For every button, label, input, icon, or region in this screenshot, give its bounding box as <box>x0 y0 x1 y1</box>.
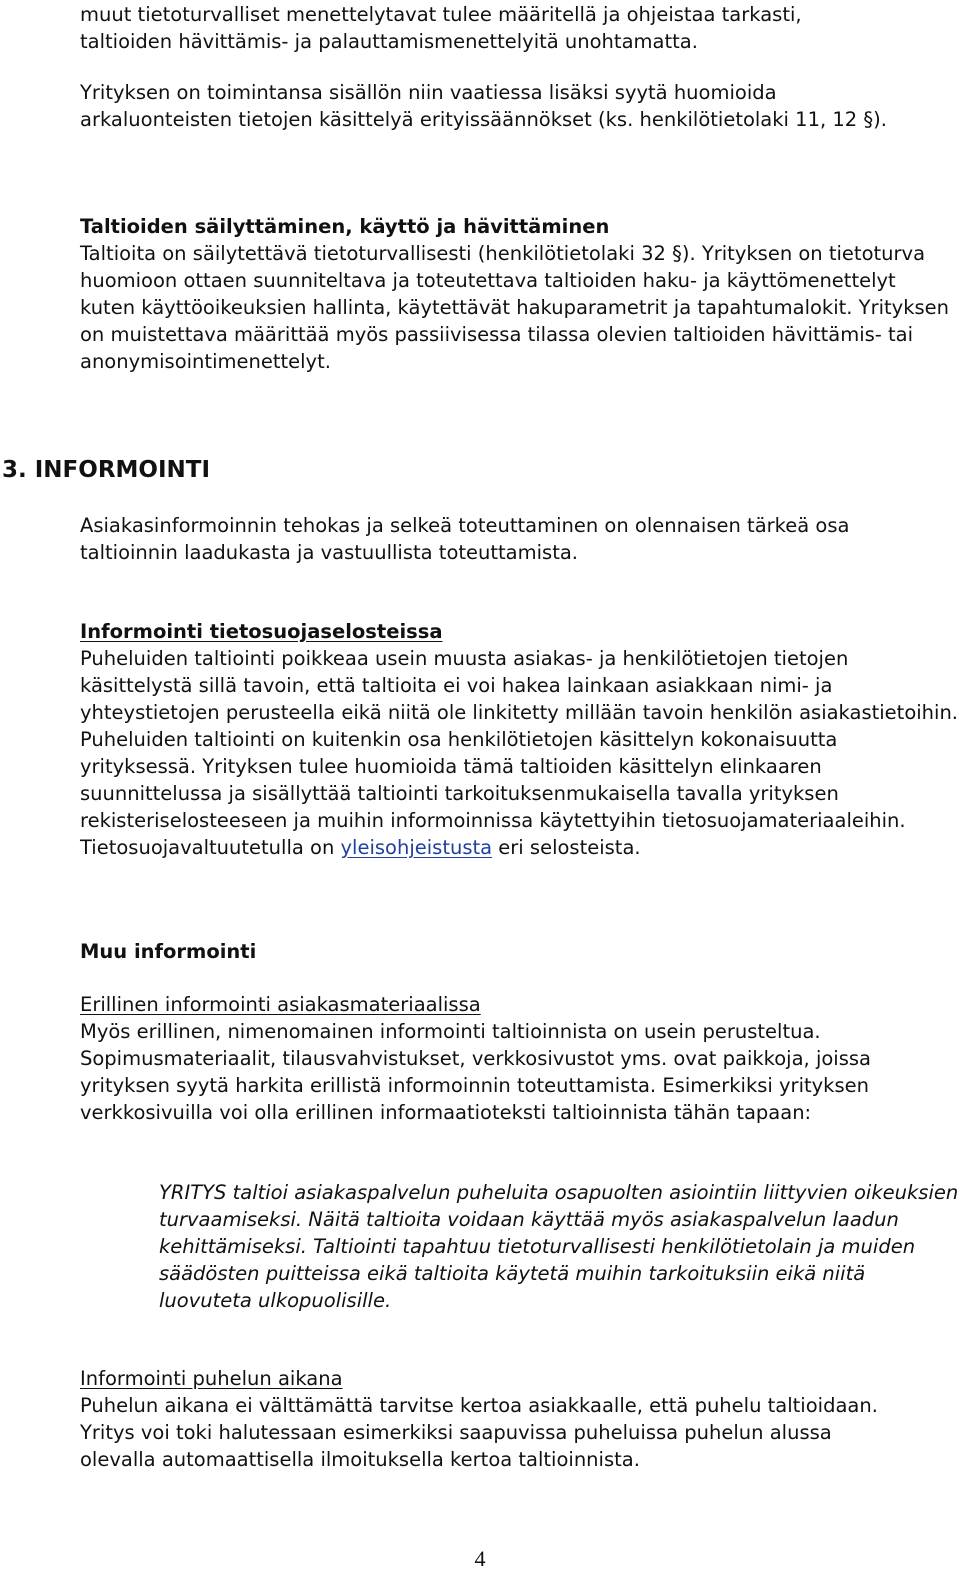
customer-material-body: Myös erillinen, nimenomainen informointi taltioinnista on usein perusteltua. Sopimusmateriaalit, tilausvahvistukset, verkkosivustot yms. ovat paikkoja, joissa yrityksen syytä harkita erillistä informoinnin toteuttamista. Esimerkiksi yrityksen verkkosivuilla voi olla erillinen informaatioteksti taltioinnista tähän tapaan: <box>80 1020 871 1124</box>
example-info-text: YRITYS taltioi asiakaspalvelun puheluita osapuolten asiointiin liittyvien oikeuksien turvaamiseksi. Näitä taltioita voidaan käyttää myös asiakaspalvelun laadun kehittämiseksi. Taltiointi tapahtuu tietoturvallisesti henkilötietolain ja muiden säädösten puitteissa eikä taltioita käytetä muihin tarkoituksiin eikä niitä luovuteta ulkopuolisille. <box>159 1181 959 1312</box>
during-call-subheading: Informointi puhelun aikana <box>80 1367 343 1390</box>
privacy-body-end: eri selosteista. <box>492 836 641 859</box>
chapter-title: 3. INFORMOINTI <box>2 457 211 483</box>
intro-continuation <box>80 1 952 55</box>
general-guidance-link[interactable]: yleisohjeistusta <box>340 836 493 859</box>
storage-body: Taltioita on säilytettävä tietoturvallisesti (henkilötietolaki 32 §). Yrityksen on tietoturva huomioon ottaen suunniteltava ja toteutettava taltioiden haku- ja käyttömenettelyt kuten käyttöoikeuksien hallinta, käytettävät hakuparametrit ja tapahtumalokit. Yrityksen on muistettava määrittää myös passiivisessa tilassa olevien taltioiden hävittämis- tai anonymisointimenettelyt. <box>80 242 950 373</box>
during-call-body: Puhelun aikana ei välttämättä tarvitse kertoa asiakkaalle, että puhelu taltioidaan. Yritys voi toki halutessaan esimerkiksi saapuvissa puheluissa puhelun alussa olevalla automaattisella ilmoituksella kertoa taltioinnista. <box>80 1394 878 1471</box>
during-call-section <box>80 1365 900 1473</box>
chapter-intro: Asiakasinformoinnin tehokas ja selkeä toteuttaminen on olennaisen tärkeä osa taltioinnin laadukasta ja vastuullista toteuttamista. <box>80 514 850 564</box>
privacy-body <box>80 645 958 861</box>
storage-heading: Taltioiden säilyttäminen, käyttö ja hävittäminen <box>80 215 610 238</box>
page-number: 4 <box>474 1546 486 1571</box>
customer-material-subheading: Erillinen informointi asiakasmateriaalissa <box>80 993 481 1016</box>
privacy-heading: Informointi tietosuojaselosteissa <box>80 620 443 643</box>
privacy-body-text: Puheluiden taltiointi poikkeaa usein muusta asiakas- ja henkilötietojen tietojen käsittelystä sillä tavoin, että taltioita ei voi hakea lainkaan asiakkaan nimi- ja yhteystietojen perusteella eikä niitä ole linkitetty millään tavoin henkilön asiakastietoihin. Puheluiden taltiointi on kuitenkin osa henkilötietojen käsittelyn kokonaisuutta yrityksessä. Yrityksen tulee huomioida tämä taltioiden käsittelyn elinkaaren suunnittelussa ja sisällyttää taltiointi tarkoituksenmukaisella tavalla yrityksen rekisteriselosteeseen ja muihin informoinnissa käytettyihin tietosuojamateriaaleihin. Tietosuojavaltuutetulla on <box>80 647 959 859</box>
storage-section <box>80 213 952 375</box>
intro-line-2: taltioiden hävittämis- ja palauttamismenettelyitä unohtamatta. <box>80 30 698 53</box>
sensitive-data-paragraph: Yrityksen on toimintansa sisällön niin vaatiessa lisäksi syytä huomioida arkaluonteisten tietojen käsittelyä erityissäännökset (ks. henkilötietolaki 11, 12 §). <box>80 81 887 131</box>
customer-material-section <box>80 991 952 1126</box>
intro-line-1: muut tietoturvalliset menettelytavat tulee määritellä ja ohjeistaa tarkasti, <box>80 3 802 26</box>
privacy-section <box>80 618 958 861</box>
other-heading: Muu informointi <box>80 940 257 963</box>
